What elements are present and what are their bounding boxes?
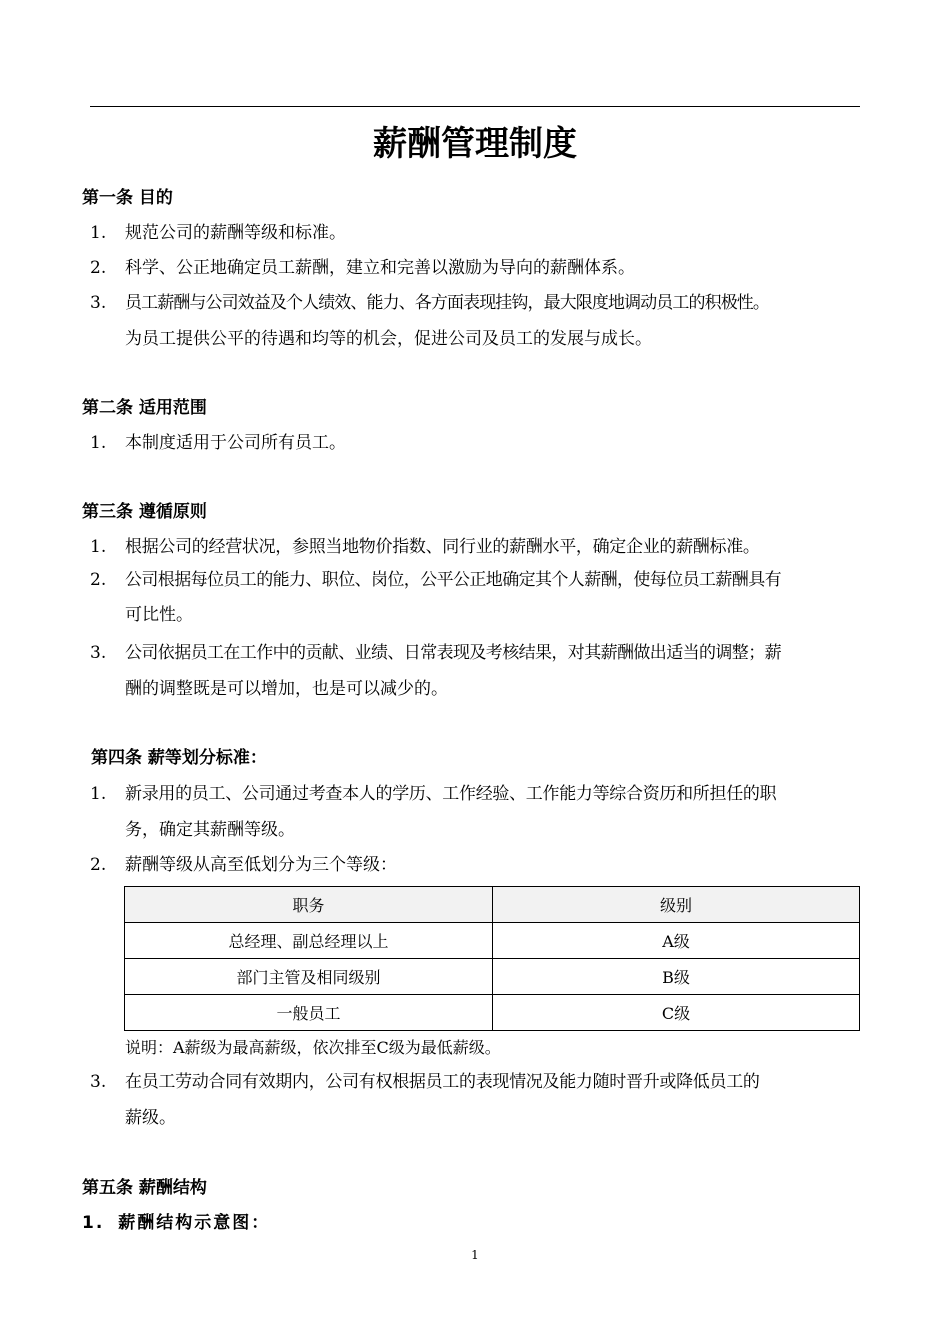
article1-heading: 第一条 目的 — [82, 188, 173, 208]
item-text: 公司根据每位员工的能力、职位、岗位，公平公正地确定其个人薪酬，使每位员工薪酬具有 — [125, 570, 781, 590]
item-number: 1. — [90, 784, 107, 804]
article3-item-2-continuation: 可比性。 — [125, 605, 193, 625]
item-text: 根据公司的经营状况，参照当地物价指数、同行业的薪酬水平，确定企业的薪酬标准。 — [125, 537, 760, 557]
table-note: 说明：A薪级为最高薪级，依次排至C级为最低薪级。 — [125, 1038, 501, 1057]
article1-item-3-continuation: 为员工提供公平的待遇和均等的机会，促进公司及员工的发展与成长。 — [125, 329, 652, 349]
table-cell: A级 — [493, 923, 860, 959]
article4-item-1-continuation: 务，确定其薪酬等级。 — [125, 820, 295, 840]
article5-heading: 第五条 薪酬结构 — [82, 1178, 207, 1198]
table-row — [125, 923, 860, 959]
item-number: 2. — [90, 855, 107, 875]
table-header-cell: 级别 — [493, 887, 860, 923]
item-number: 3. — [90, 1072, 107, 1092]
article3-heading: 第三条 遵循原则 — [82, 502, 207, 522]
item-number: 2. — [90, 570, 107, 590]
article2-heading: 第二条 适用范围 — [82, 398, 207, 418]
article5-item-1 — [82, 1211, 270, 1235]
item-text: 在员工劳动合同有效期内，公司有权根据员工的表现情况及能力随时晋升或降低员工的 — [125, 1072, 760, 1092]
item-text: 薪酬结构示意图： — [118, 1213, 271, 1233]
item-text: 员工薪酬与公司效益及个人绩效、能力、各方面表现挂钩，最大限度地调动员工的积极性。 — [125, 293, 769, 313]
page-number: 1 — [471, 1248, 479, 1262]
table-cell: 总经理、副总经理以上 — [125, 923, 493, 959]
table-cell: 一般员工 — [125, 995, 493, 1031]
item-text: 公司依据员工在工作中的贡献、业绩、日常表现及考核结果，对其薪酬做出适当的调整；薪 — [125, 643, 781, 663]
article3-item-3-continuation: 酬的调整既是可以增加，也是可以减少的。 — [125, 679, 448, 699]
page-title: 薪酬管理制度 — [373, 124, 577, 164]
item-text: 规范公司的薪酬等级和标准。 — [125, 223, 346, 243]
table-row — [125, 995, 860, 1031]
item-number: 3. — [90, 643, 107, 663]
article4-heading: 第四条 薪等划分标准： — [91, 748, 267, 768]
item-number: 3. — [90, 293, 107, 313]
item-text: 新录用的员工、公司通过考查本人的学历、工作经验、工作能力等综合资历和所担任的职 — [125, 784, 777, 804]
article4-item-3-continuation: 薪级。 — [125, 1108, 176, 1128]
item-number: 2. — [90, 258, 107, 278]
salary-grade-table — [124, 886, 860, 1031]
item-number: 1. — [90, 433, 107, 453]
item-number: 1. — [82, 1213, 105, 1233]
item-number: 1. — [90, 223, 107, 243]
item-number: 1. — [90, 537, 107, 557]
table-cell: C级 — [493, 995, 860, 1031]
header-rule — [90, 106, 860, 107]
table-cell: B级 — [493, 959, 860, 995]
table-row — [125, 959, 860, 995]
item-text: 本制度适用于公司所有员工。 — [125, 433, 346, 453]
table-cell: 部门主管及相同级别 — [125, 959, 493, 995]
table-header-cell: 职务 — [125, 887, 493, 923]
table-header-row — [125, 887, 860, 923]
item-text: 科学、公正地确定员工薪酬，建立和完善以激励为导向的薪酬体系。 — [125, 258, 635, 278]
item-text: 薪酬等级从高至低划分为三个等级： — [125, 855, 397, 875]
